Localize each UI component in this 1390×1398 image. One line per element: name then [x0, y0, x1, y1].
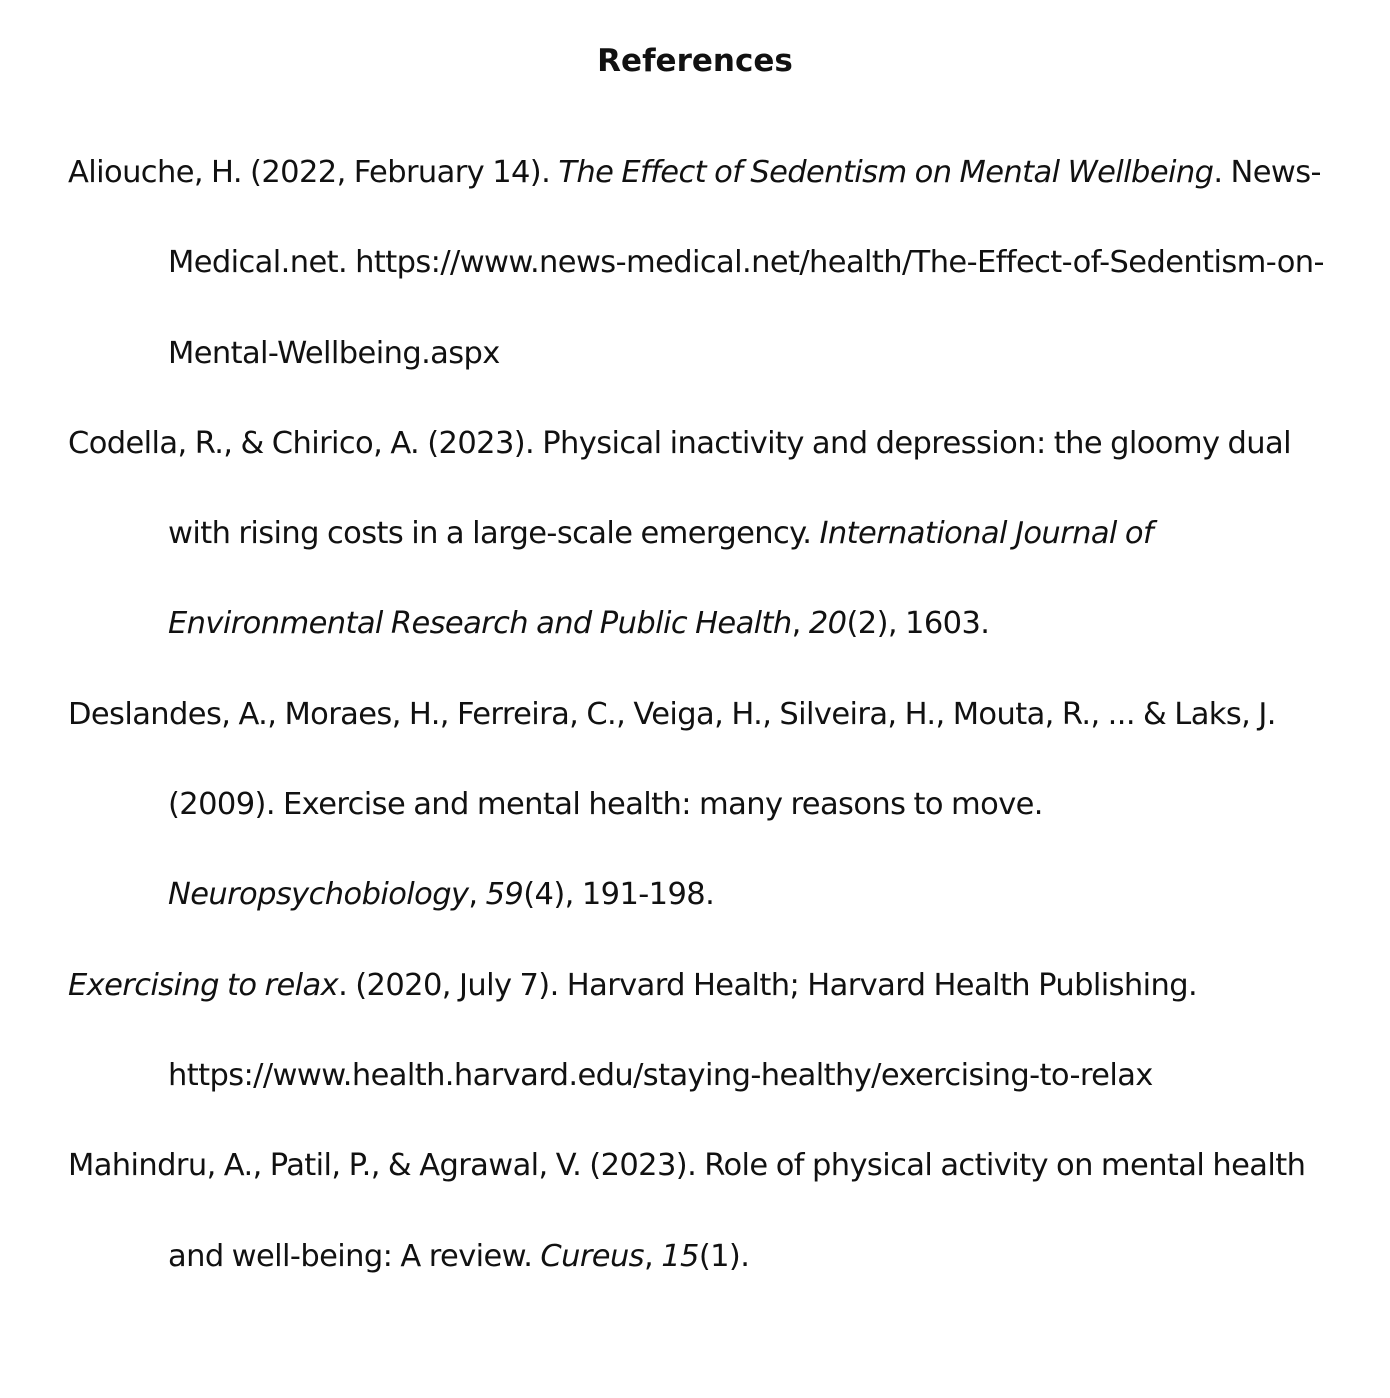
reference-text: (4), 191-198. [523, 877, 715, 913]
reference-text: . (2020, July 7). Harvard Health; Harvard Health Publishing. https://www.health.harvard.edu/staying-healthy/exercising-to-relax [168, 967, 1198, 1093]
italic-text: The Effect of Sedentism on Mental Wellbeing [558, 155, 1214, 190]
italic-text: 15 [661, 1238, 699, 1274]
reference-text: , [643, 1238, 662, 1274]
references-heading: References [597, 43, 793, 79]
reference-text: Codella, R., & Chirico, A. (2023). Physical inactivity and depression: the gloomy dual with rising costs in a large-scale emergency. [68, 425, 1291, 552]
reference-entry-aliouche [68, 128, 1328, 399]
reference-text: Aliouche, H. (2022, February 14). [68, 155, 559, 190]
italic-text: International Journal of Environmental Research and Public Health [168, 516, 1154, 642]
reference-entry-deslandes [68, 670, 1328, 941]
reference-text: , [791, 606, 809, 642]
reference-text: (1). [698, 1238, 750, 1274]
reference-text: Deslandes, A., Moraes, H., Ferreira, C., Veiga, H., Silveira, H., Mouta, R., ... & Laks, J. (2009). Exercise and mental health: many reasons to move. [68, 696, 1276, 823]
italic-text: Exercising to relax [68, 967, 339, 1003]
reference-text: (2), 1603. [846, 606, 990, 642]
italic-text: 20 [808, 606, 847, 642]
reference-entry-codella [68, 399, 1328, 670]
italic-text: Neuropsychobiology [168, 877, 469, 913]
reference-entry-mahindru [68, 1121, 1328, 1302]
reference-text: Mahindru, A., Patil, P., & Agrawal, V. (2023). Role of physical activity on mental health and well-being: A review. [68, 1148, 1306, 1274]
reference-entry-harvard [68, 941, 1328, 1122]
reference-text: . News-Medical.net. https://www.news-medical.net/health/The-Effect-of-Sedentism-on-Mental-Wellbeing.aspx [168, 155, 1324, 371]
italic-text: 59 [485, 877, 524, 913]
reference-list [68, 128, 1328, 1302]
italic-text: Cureus [540, 1238, 644, 1274]
reference-text: , [468, 877, 486, 913]
